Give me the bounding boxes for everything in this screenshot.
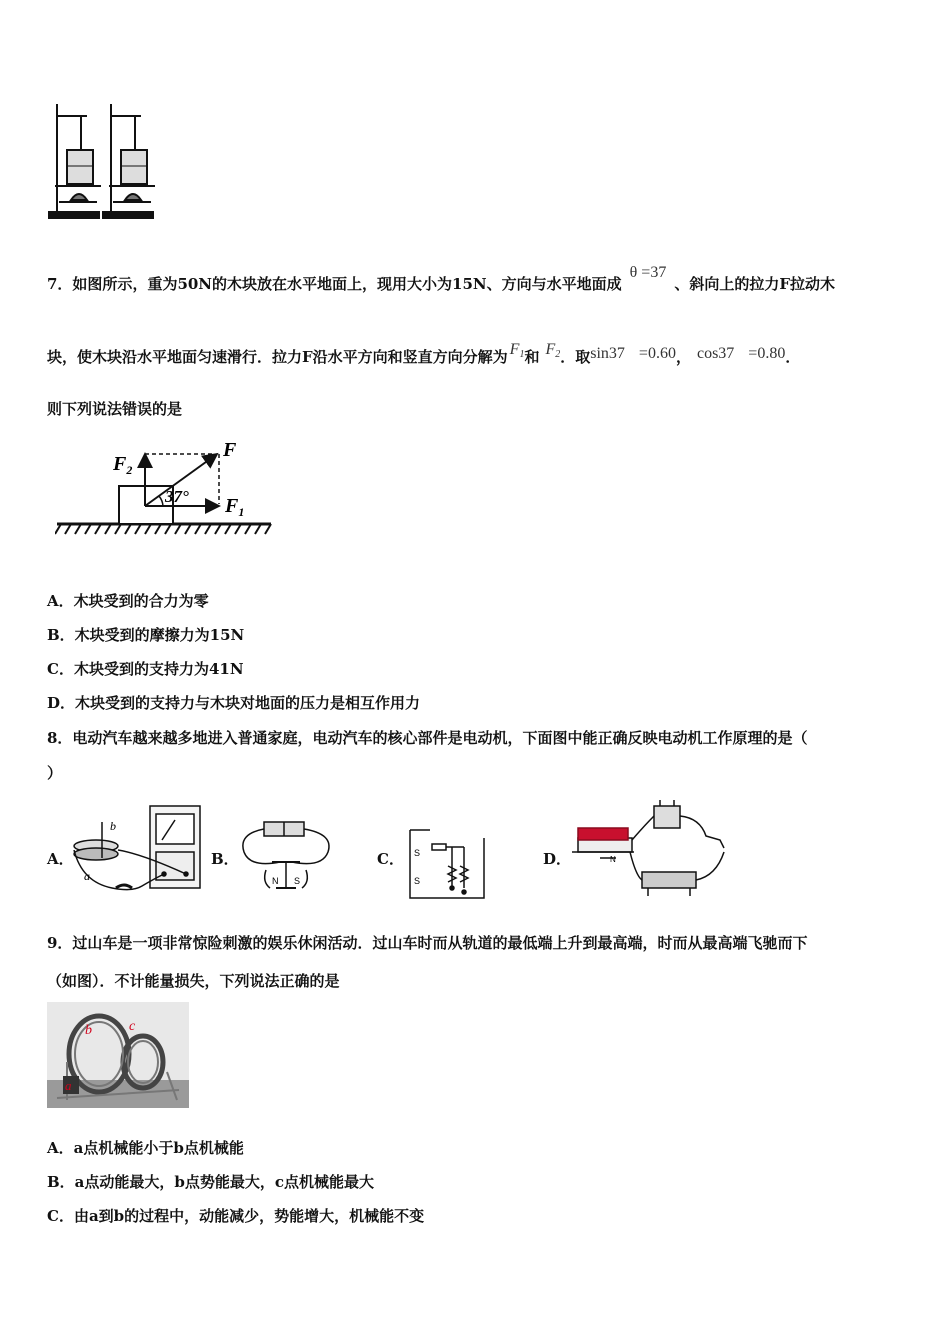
q8-line1: 8．电动汽车越来越多地进入普通家庭，电动汽车的核心部件是电动机，下面图中能正确反映电动机工作原理的是（: [47, 729, 808, 747]
q7-sin: sin37 =0.60: [590, 345, 676, 362]
q7-option-a: A．木块受到的合力为零: [47, 592, 209, 610]
svg-text:a: a: [84, 869, 90, 883]
q8-choice-c: C．: [377, 850, 404, 868]
q7-option-b: B．木块受到的摩擦力为15N: [47, 626, 245, 644]
svg-text:S: S: [414, 876, 421, 886]
q8-figure-b: [236, 812, 336, 896]
fig-f-label: F: [223, 440, 237, 461]
lab-stands-figure: [45, 100, 165, 222]
q9-option-a: A．a点机械能小于b点机械能: [47, 1139, 244, 1157]
q7-line1: 7．如图所示，重为50N的木块放在水平地面上，现用大小为15N、方向与水平地面成θ =37、斜向上的拉力F拉动木: [47, 264, 835, 293]
svg-text:S: S: [414, 848, 421, 858]
q8-choice-b: B．: [211, 850, 239, 868]
q7-line3: 则下列说法错误的是: [47, 400, 183, 418]
svg-text:c: c: [129, 1019, 136, 1034]
svg-text:N: N: [610, 855, 616, 864]
svg-text:b: b: [110, 819, 116, 833]
q7-cos: cos37 =0.80: [696, 345, 786, 362]
force-diagram: [55, 440, 275, 540]
svg-text:S: S: [294, 876, 301, 886]
q8-figure-a: [72, 802, 204, 902]
q7-option-c: C．木块受到的支持力为41N: [47, 660, 244, 678]
q7-f2: $F_2$: [545, 341, 561, 360]
q8-figure-d: [570, 796, 732, 902]
q8-figure-c: [404, 826, 494, 902]
fig-f1-label: $F_1$: [225, 495, 245, 519]
fig-angle-label: 37°: [165, 487, 189, 506]
q9-line2: （如图）．不计能量损失，下列说法正确的是: [47, 972, 340, 990]
q9-option-c: C．由a到b的过程中，动能减少，势能增大，机械能不变: [47, 1207, 425, 1225]
q8-choice-d: D．: [543, 850, 572, 868]
svg-text:N: N: [272, 876, 279, 886]
q9-option-b: B．a点动能最大，b点势能最大，c点机械能最大: [47, 1173, 375, 1191]
q7-theta: θ =37: [629, 264, 667, 281]
fig-f2-label: $F_2$: [113, 453, 133, 477]
q7-f1: $F_1$: [509, 341, 525, 360]
svg-text:a: a: [65, 1078, 72, 1093]
roller-coaster-image: [47, 1002, 189, 1108]
q8-choice-a: A．: [47, 850, 74, 868]
q8-line2: ）: [47, 764, 63, 782]
q7-line2: 块，使木块沿水平地面匀速滑行．拉力F沿水平方向和竖直方向分解为 $F_1$和 $F_2$．取sin37 =0.60， cos37 =0.80．: [47, 341, 801, 366]
svg-text:b: b: [85, 1023, 92, 1038]
q9-line1: 9．过山车是一项非常惊险刺激的娱乐休闲活动．过山车时而从轨道的最低端上升到最高端，时而从最高端飞驰而下: [47, 934, 808, 952]
q7-option-d: D．木块受到的支持力与木块对地面的压力是相互作用力: [47, 694, 421, 712]
